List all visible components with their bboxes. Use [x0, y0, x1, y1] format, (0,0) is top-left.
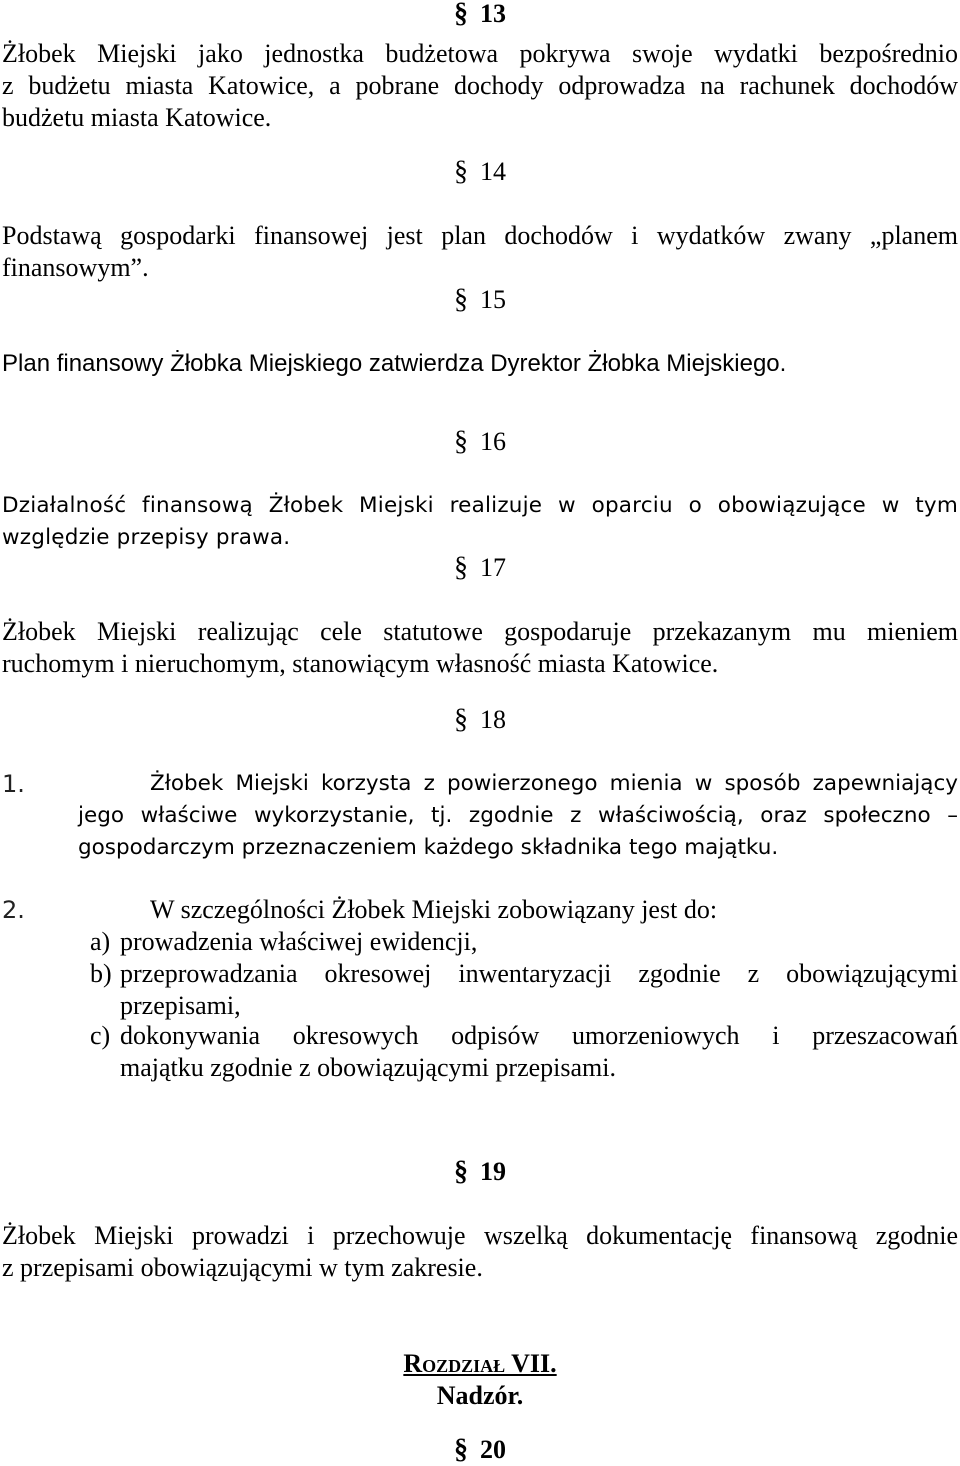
section-symbol: § [454, 156, 468, 187]
paragraph-line: Żłobek Miejski prowadzi i przechowuje wszelką dokumentację finansową zgodnie [2, 1221, 958, 1250]
section-heading-17 [0, 552, 960, 584]
paragraph-16 [2, 490, 958, 554]
section-heading-13 [0, 0, 960, 30]
section-heading-19 [0, 1156, 960, 1188]
section-heading-20 [0, 1434, 960, 1466]
paragraph-line: budżetu miasta Katowice. [2, 103, 272, 132]
list-label: a) [90, 927, 111, 956]
list-text [120, 958, 958, 1022]
paragraph-line: z przepisami obowiązującymi w tym zakresie. [2, 1253, 483, 1282]
list-line: prowadzenia właściwej ewidencji, [120, 927, 478, 956]
section-heading-18 [0, 704, 960, 736]
list-item-b [90, 958, 958, 1022]
paragraph-18-1 [78, 768, 958, 864]
list-line: dokonywania okresowych odpisów umorzeniowych i przeszacowań [120, 1021, 958, 1050]
paragraph-line: Żłobek Miejski jako jednostka budżetowa pokrywa swoje wydatki bezpośrednio [2, 39, 958, 68]
paragraph-line: Plan finansowy Żłobka Miejskiego zatwierdza Dyrektor Żłobka Miejskiego. [2, 350, 787, 377]
section-number: 20 [480, 1435, 506, 1464]
section-number: 19 [480, 1157, 506, 1186]
section-symbol: § [454, 1434, 468, 1465]
list-line: przepisami, [120, 991, 241, 1020]
section-symbol: § [454, 704, 468, 735]
paragraph-line: Podstawą gospodarki finansowej jest plan dochodów i wydatków zwany „planem [2, 221, 958, 250]
paragraph-line-text: W szczególności Żłobek Miejski zobowiązany jest do: [150, 895, 718, 924]
paragraph-15 [2, 348, 958, 380]
section-symbol: § [454, 0, 468, 29]
section-symbol: § [454, 1156, 468, 1187]
list-text [120, 926, 958, 958]
paragraph-19 [2, 1220, 958, 1284]
list-line: przeprowadzania okresowej inwentaryzacji zgodnie z obowiązującymi [120, 959, 958, 988]
chapter-subtitle [0, 1380, 960, 1412]
section-heading-14 [0, 156, 960, 188]
list-item-a [90, 926, 958, 958]
paragraph-line: jego właściwe wykorzystanie, tj. zgodnie z właściwością, oraz społeczno – [78, 803, 958, 828]
paragraph-line: z budżetu miasta Katowice, a pobrane dochody odprowadza na rachunek dochodów [2, 71, 958, 100]
section-heading-16 [0, 426, 960, 458]
paragraph-line: ruchomym i nieruchomym, stanowiącym własność miasta Katowice. [2, 649, 719, 678]
list-item-c [90, 1020, 958, 1084]
section-number: 18 [480, 705, 506, 734]
paragraph-17 [2, 616, 958, 680]
paragraph-13 [2, 38, 958, 134]
chapter-title-text: Rozdział VII. [403, 1349, 557, 1378]
list-label: b) [90, 959, 112, 988]
point-number-1: 1. [2, 770, 25, 798]
chapter-title [0, 1348, 960, 1380]
section-number: 14 [480, 157, 506, 186]
section-symbol: § [454, 284, 468, 315]
section-number: 13 [480, 0, 506, 28]
section-symbol: § [454, 426, 468, 457]
list-label: c) [90, 1021, 111, 1050]
section-number: 15 [480, 285, 506, 314]
list-text [120, 1020, 958, 1084]
paragraph-18-2 [78, 894, 958, 926]
paragraph-line-text: Żłobek Miejski korzysta z powierzonego mienia w sposób zapewniający [150, 771, 958, 796]
point-number-2: 2. [2, 896, 25, 924]
paragraph-line: gospodarczym przeznaczeniem każdego składnika tego majątku. [78, 835, 779, 860]
chapter-subtitle-text: Nadzór. [436, 1381, 524, 1410]
paragraph-line: finansowym”. [2, 253, 149, 282]
section-heading-15 [0, 284, 960, 316]
paragraph-line: Żłobek Miejski realizując cele statutowe gospodaruje przekazanym mu mieniem [2, 617, 958, 646]
paragraph-line [78, 894, 958, 926]
paragraph-14 [2, 220, 958, 284]
list-line: majątku zgodnie z obowiązującymi przepisami. [120, 1053, 616, 1082]
paragraph-line: względzie przepisy prawa. [2, 525, 291, 550]
paragraph-line [78, 768, 958, 800]
section-number: 16 [480, 427, 506, 456]
section-number: 17 [480, 553, 506, 582]
section-symbol: § [454, 552, 468, 583]
paragraph-line: Działalność finansową Żłobek Miejski realizuje w oparciu o obowiązujące w tym [2, 493, 958, 518]
